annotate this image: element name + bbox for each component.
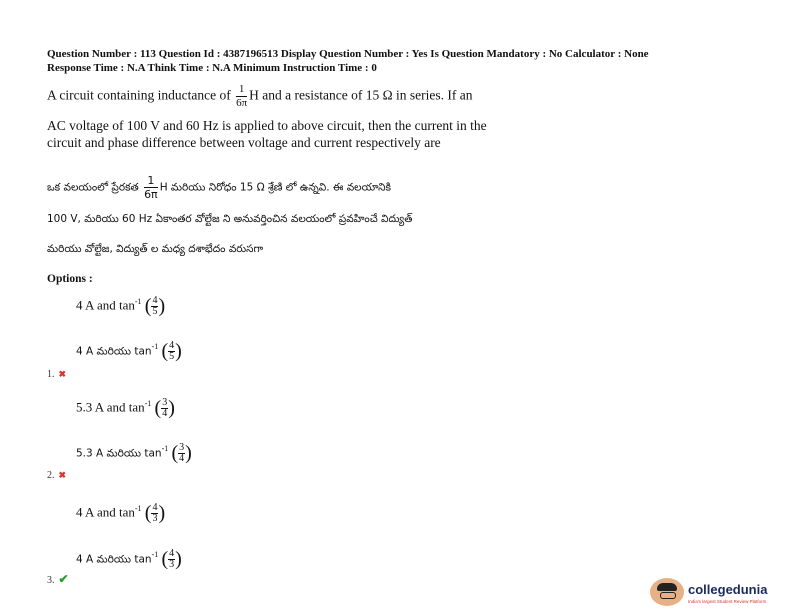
question-en-text: A circuit containing inductance of — [47, 87, 231, 103]
fraction-numerator: 4 — [169, 548, 175, 559]
checkmark-icon: ✔ — [58, 572, 69, 586]
fraction-denominator: 4 — [179, 453, 185, 464]
fraction-denominator: 6π — [144, 188, 158, 201]
cross-icon: ✖ — [58, 369, 67, 379]
option-text: 4 A and tan — [76, 297, 135, 313]
option-1-marker[interactable] — [47, 364, 66, 382]
option-2-te: 5.3 A మరియు $\tan^{-1}$ ( $\frac{3}{4}$ ) — [76, 442, 192, 464]
superscript: -1 — [151, 550, 159, 560]
option-2-marker[interactable] — [47, 465, 66, 483]
fraction — [236, 84, 247, 109]
fraction-numerator: 1 — [236, 84, 247, 97]
option-2-en: 5.3 A and $\tan^{-1}$ ( $\frac{3}{4}$ ) — [76, 397, 175, 419]
options-label: Options : — [47, 273, 93, 285]
question-en-line2: AC voltage of 100 V and 60 Hz is applied to above circuit, then the current in the — [47, 118, 487, 133]
fraction-denominator: 3 — [152, 513, 158, 524]
option-number: 2. — [47, 470, 55, 481]
question-te-line2: 100 V, మరియు 60 Hz ఏకాంతర వోల్టేజ ని అనువర్తించిన వలయంలో ప్రవహించే విద్యుత్ — [47, 213, 413, 225]
option-1-te: 4 A మరియు $\tan^{-1}$ ( $\frac{4}{5}$ ) — [76, 340, 182, 362]
question-te-line1 — [47, 175, 391, 200]
mascot-icon — [650, 578, 684, 606]
logo-text: collegedunia — [688, 581, 768, 597]
superscript: -1 — [134, 297, 142, 307]
question-te-text: ఒక వలయంలో ప్రేరకత — [47, 181, 139, 194]
superscript: -1 — [151, 342, 159, 352]
question-meta-line1: Question Number : 113 Question Id : 4387196513 Display Question Number : Yes Is Question Mandatory : No Calculator : None — [47, 48, 649, 60]
option-text: 4 A and tan — [76, 504, 135, 520]
question-meta-line2: Response Time : N.A Think Time : N.A Minimum Instruction Time : 0 — [47, 62, 377, 74]
fraction-denominator: 6π — [236, 97, 248, 109]
option-text: 5.3 A and tan — [76, 399, 145, 415]
fraction-numerator: 3 — [162, 397, 168, 408]
superscript: -1 — [144, 399, 152, 409]
option-number: 1. — [47, 369, 55, 380]
option-number: 3. — [47, 575, 55, 586]
fraction-numerator: 4 — [152, 295, 158, 306]
option-3-en: 4 A and $\tan^{-1}$ ( $\frac{4}{3}$ ) — [76, 502, 166, 524]
option-3-te: 4 A మరియు $\tan^{-1}$ ( $\frac{4}{3}$ ) — [76, 548, 182, 570]
fraction-denominator: 5 — [169, 351, 175, 362]
question-en-line3: circuit and phase difference between voltage and current respectively are — [47, 135, 441, 150]
option-1-en: 4 A and $\tan^{-1}$ ( $\frac{4}{5}$ ) — [76, 295, 166, 317]
cross-icon: ✖ — [58, 470, 67, 480]
fraction-numerator: 1 — [144, 175, 158, 188]
superscript: -1 — [161, 444, 169, 454]
logo-tagline: India's largest Student Review Platform — [688, 598, 767, 604]
fraction-numerator: 4 — [152, 502, 158, 513]
superscript: -1 — [134, 504, 142, 514]
option-3-marker[interactable] — [47, 570, 69, 588]
fraction — [144, 175, 158, 200]
option-text: 4 A మరియు tan — [76, 345, 152, 358]
fraction-denominator: 4 — [162, 408, 168, 419]
fraction-denominator: 5 — [152, 306, 158, 317]
fraction-denominator: 3 — [169, 559, 175, 570]
option-text: 5.3 A మరియు tan — [76, 447, 162, 460]
question-te-line3: మరియు వోల్టేజ, విద్యుత్ ల మధ్య దశాభేదం వరుసగా — [47, 243, 264, 255]
fraction-numerator: 4 — [169, 340, 175, 351]
question-en-text: H and a resistance of 15 Ω in series. If an — [249, 87, 473, 103]
collegedunia-logo — [650, 578, 767, 606]
question-en-line1 — [47, 84, 472, 109]
option-text: 4 A మరియు tan — [76, 553, 152, 566]
question-te-text: H మరియు నిరోధం 15 Ω శ్రేణి లో ఉన్నవి. ఈ వలయానికి — [159, 181, 392, 194]
fraction-numerator: 3 — [179, 442, 185, 453]
